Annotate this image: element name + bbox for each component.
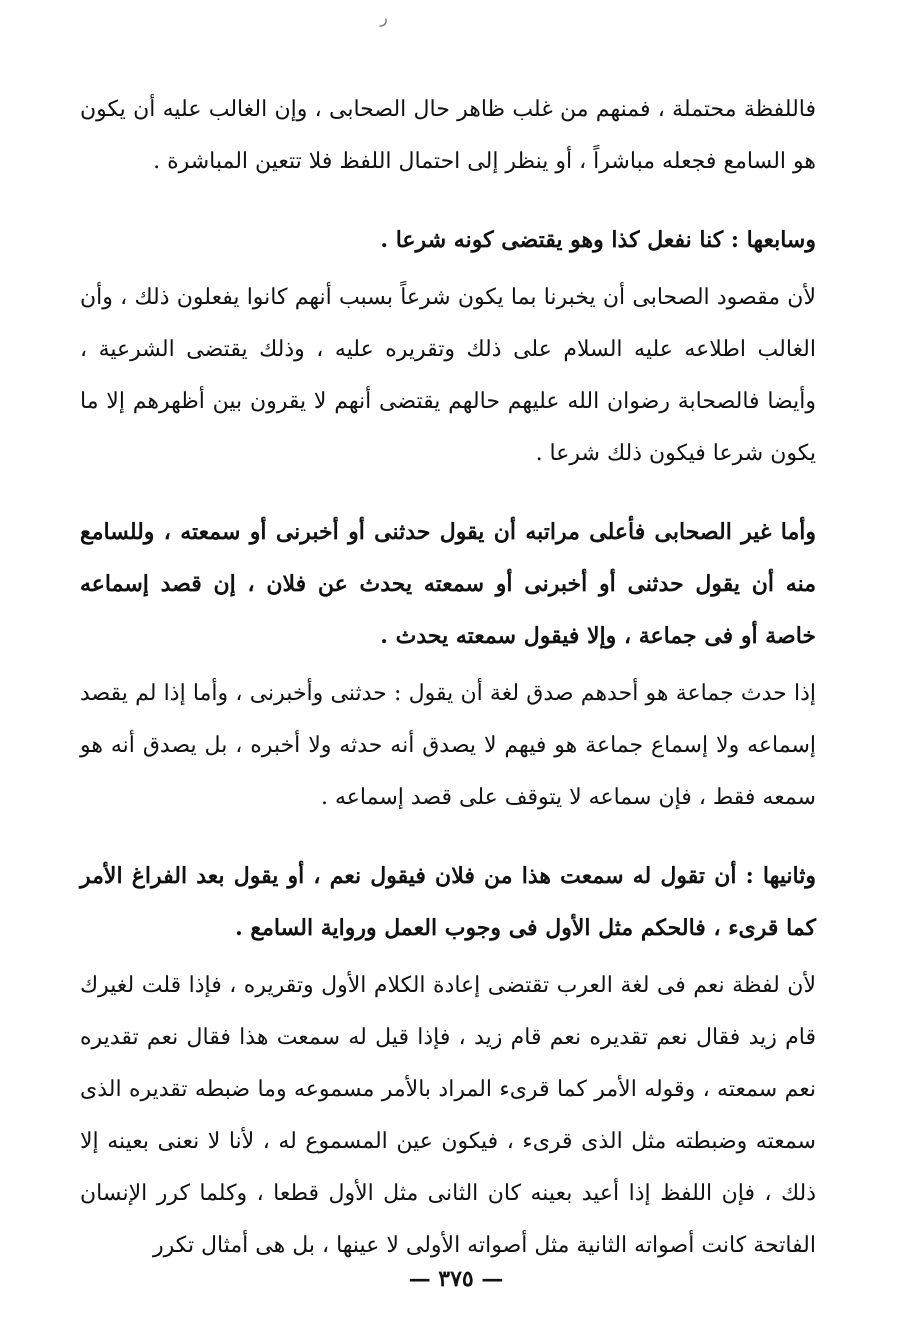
page-number: — ٣٧٥ — [408,1266,504,1292]
paragraph-3: لأن مقصود الصحابى أن يخبرنا بما يكون شرعاً بسبب أنهم كانوا يفعلون ذلك ، وأن الغالب اطلاعه عليه السلام على ذلك وتقريره عليه ، وذلك يقتضى الشرعية ، وأيضا فالصحابة رضوان الله عليهم حالهم يقتضى أنهم لا يقرون بين أظهرهم إلا ما يكون شرعا فيكون ذلك شرعا . [80,285,816,466]
body-text [80,84,816,1272]
paragraph-non-companion: وأما غير الصحابى فأعلى مراتبه أن يقول حدثنى أو أخبرنى أو سمعته ، وللسامع منه أن يقول حدثنى أو أخبرنى أو سمعته يحدث عن فلان ، إن قصد إسماعه خاصة أو فى جماعة ، وإلا فيقول سمعته يحدث . [80,519,816,649]
heading-seventh: وسابعها : كنا نفعل كذا وهو يقتضى كونه شرعا . [380,227,816,253]
paragraph-7: لأن لفظة نعم فى لغة العرب تقتضى إعادة الكلام الأول وتقريره ، فإذا قلت لغيرك قام زيد فقال نعم تقديره نعم قام زيد ، فإذا قيل له سمعت هذا فقال نعم تقديره نعم سمعته ، وقوله الأمر كما قرىء المراد بالأمر مسموعه وما ضبطه تقديره الذى سمعته وضبطته مثل الذى قرىء ، فيكون عين المسموع له ، لأنا لا نعنى بعينه إلا ذلك ، فإن اللفظ إذا أعيد بعينه كان الثانى مثل الأول قطعا ، وكلما كرر الإنسان الفاتحة كانت أصواته الثانية مثل أصواته الأولى لا عينها ، بل هى أمثال تكرر [80,973,816,1258]
paragraph-5: إذا حدث جماعة هو أحدهم صدق لغة أن يقول : حدثنى وأخبرنى ، وأما إذا لم يقصد إسماعه ولا إسماع جماعة هو فيهم لا يصدق أنه حدثه ولا أخبره ، بل يصدق أنه هو سمعه فقط ، فإن سماعه لا يتوقف على قصد إسماعه . [80,681,816,810]
top-mark: ﺭ [380,8,388,27]
paragraph-1: فاللفظة محتملة ، فمنهم من غلب ظاهر حال الصحابى ، وإن الغالب عليه أن يكون هو السامع فجعله مباشراً ، أو ينظر إلى احتمال اللفظ فلا تتعين المباشرة . [80,97,817,174]
heading-second: وثانيها : أن تقول له سمعت هذا من فلان فيقول نعم ، أو يقول بعد الفراغ الأمر كما قرىء ، فالحكم مثل الأول فى وجوب العمل ورواية السامع . [80,863,816,941]
